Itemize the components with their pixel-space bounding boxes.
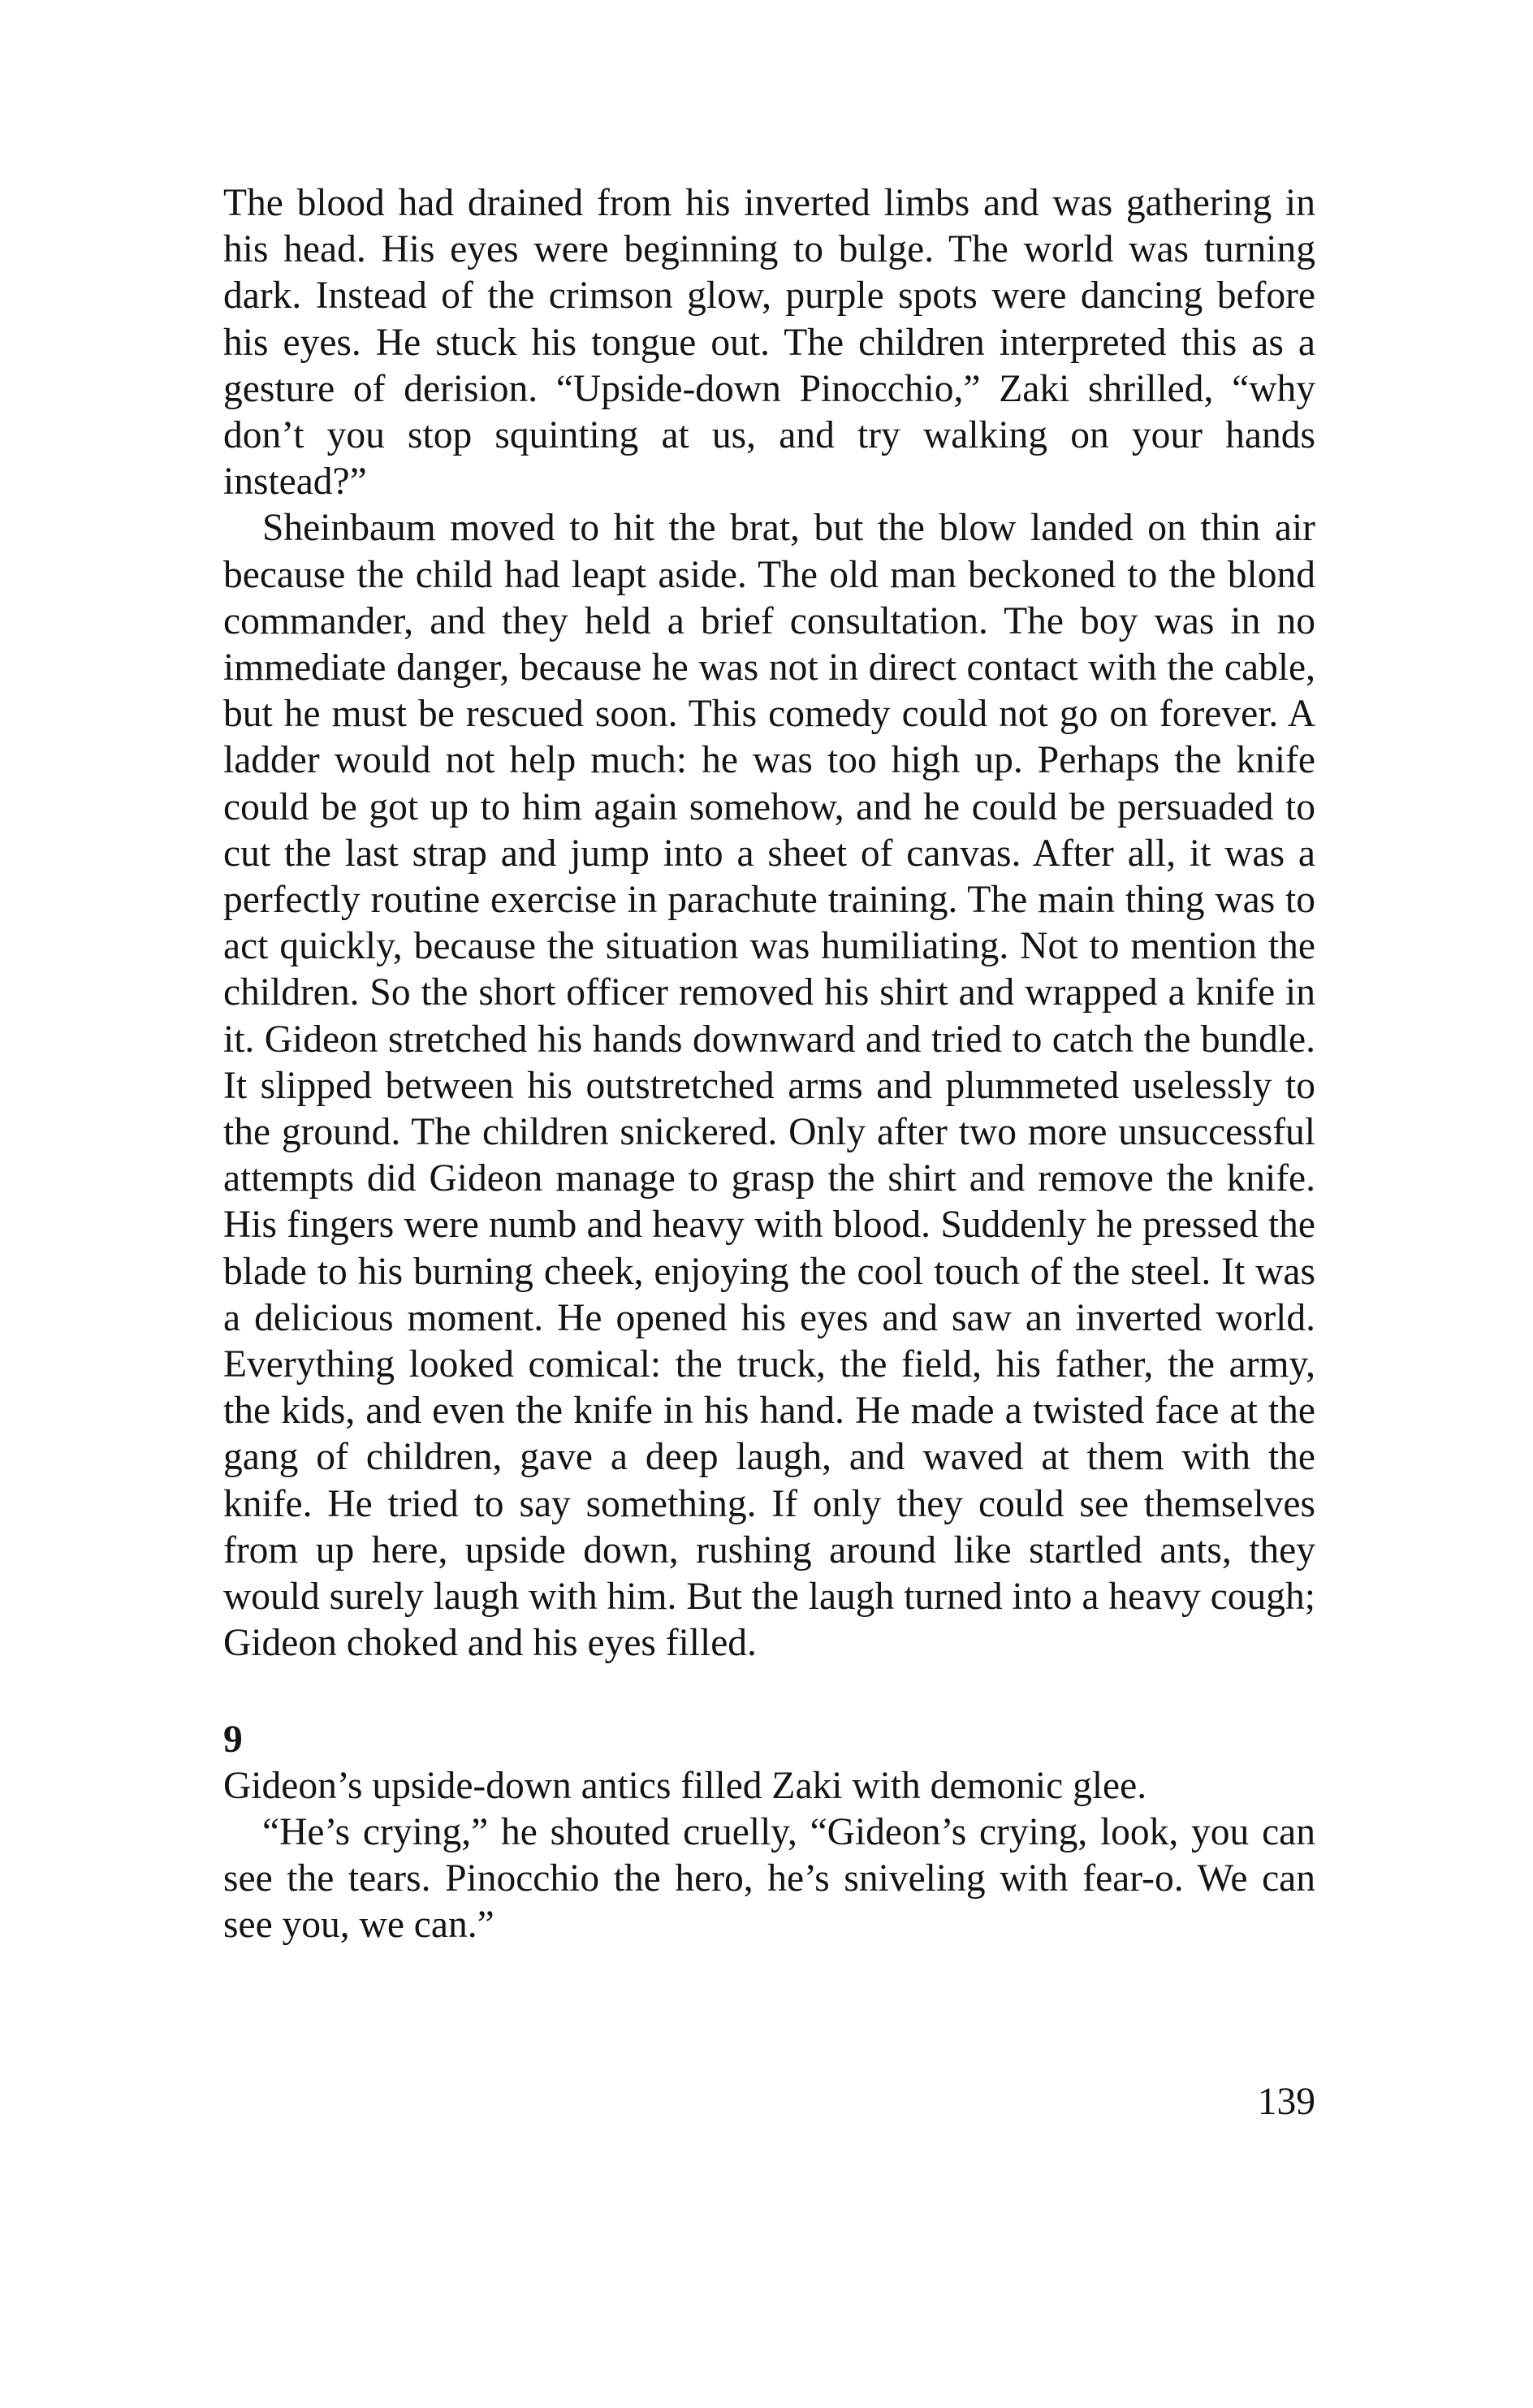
paragraph-sheinbaum-rescue: Sheinbaum moved to hit the brat, but the blow landed on thin air because the child had leapt aside. The old man beckoned to the blond commander, and they held a brief consultation. The boy was in no immediate danger, because he was not in direct contact with the cable, but he must be rescued soon. This comedy could not go on forever. A ladder would not help much: he was too high up. Perhaps the knife could be got up to him again somehow, and he could be persuaded to cut the last strap and jump into a sheet of canvas. After all, it was a perfectly routine exercise in parachute training. The main thing was to act quickly, because the situation was humiliating. Not to mention the children. So the short officer removed his shirt and wrapped a knife in it. Gideon stretched his hands downward and tried to catch the bundle. It slipped between his outstretched arms and plummeted uselessly to the ground. The children snickered. Only after two more unsuccessful attempts did Gideon manage to grasp the shirt and remove the knife. His fingers were numb and heavy with blood. Suddenly he pressed the blade to his burning cheek, enjoying the cool touch of the steel. It was a delicious moment. He opened his eyes and saw an inverted world. Everything looked comical: the truck, the field, his father, the army, the kids, and even the knife in his hand. He made a twisted face at the gang of children, gave a deep laugh, and waved at them with the knife. He tried to say something. If only they could see themselves from up here, upside down, rushing around like startled ants, they would surely laugh with him. But the laugh turned into a heavy cough; Gideon choked and his eyes filled.	[223, 507, 1315, 1665]
page-body	[223, 180, 1315, 1949]
paragraph-crying: “He’s crying,” he shouted cruelly, “Gideon’s crying, look, you can see the tears. Pinocchio the hero, he’s sniveling with fear-o. We can see you, we can.”	[223, 1810, 1315, 1947]
page-number: 139	[1257, 2081, 1315, 2123]
paragraph-zaki-glee: Gideon’s upside-down antics filled Zaki with demonic glee.	[223, 1764, 1147, 1807]
section-number: 9	[223, 1718, 243, 1761]
paragraph-blood-drained: The blood had drained from his inverted limbs and was gathering in his head. His eyes were beginning to bulge. The world was turning dark. Instead of the crimson glow, purple spots were dancing before his eyes. He stuck his tongue out. The children interpreted this as a gesture of derision. “Upside-down Pinocchio,” Zaki shrilled, “why don’t you stop squinting at us, and try walking on your hands instead?”	[223, 182, 1315, 504]
